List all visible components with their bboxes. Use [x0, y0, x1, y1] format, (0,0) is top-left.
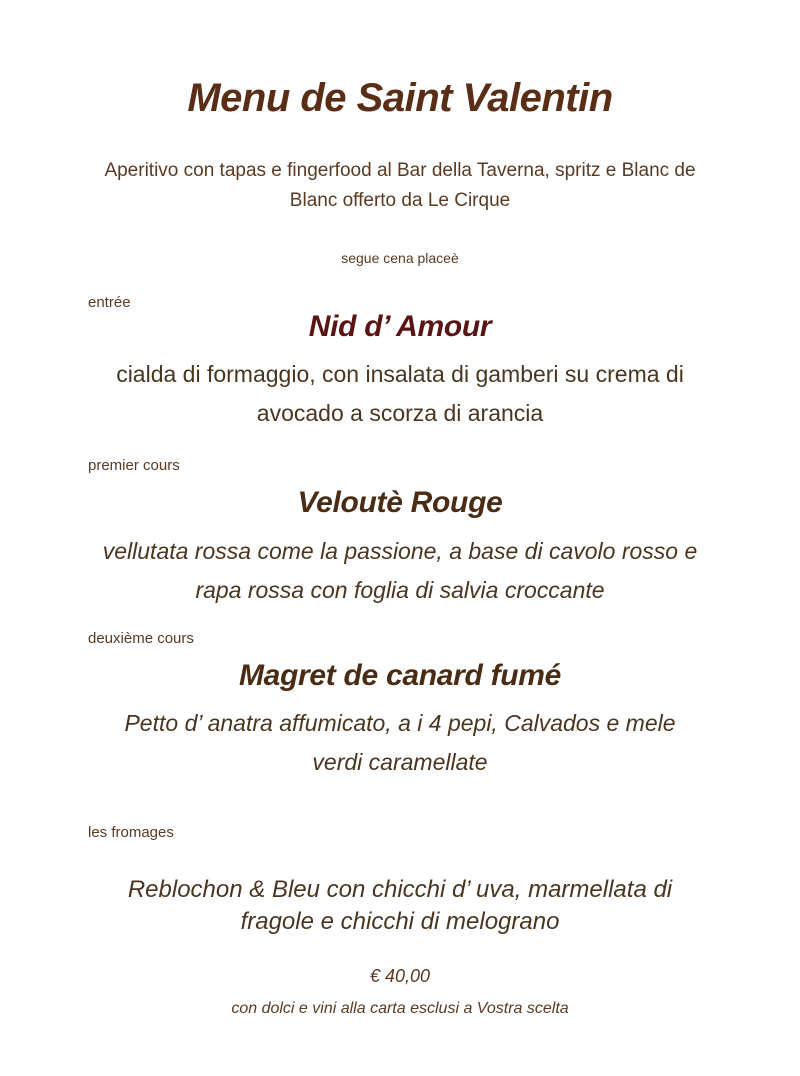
dish-title-deuxieme: Magret de canard fumé	[238, 659, 562, 692]
course-label-premier: premier cours	[88, 457, 180, 474]
dish-description-deuxieme	[0, 704, 800, 782]
description-line: Petto d’ anatra affumicato, a i 4 pepi, Calvados e mele	[124, 710, 676, 736]
description-line: fragole e chicchi di melograno	[240, 908, 560, 935]
intro-text	[0, 156, 800, 216]
course-label-entree: entrée	[88, 294, 131, 311]
dish-description-fromages	[0, 874, 800, 938]
dish-description-entree	[0, 355, 800, 433]
dish-title-premier: Veloutè Rouge	[297, 486, 503, 519]
description-line: vellutata rossa come la passione, a base di cavolo rosso e	[102, 538, 698, 564]
price-footnote: con dolci e vini alla carta esclusi a Vostra scelta	[231, 1000, 569, 1017]
description-line: avocado a scorza di arancia	[256, 400, 544, 426]
description-line: Reblochon & Bleu con chicchi d’ uva, marmellata di	[127, 876, 673, 903]
menu-price: € 40,00	[369, 966, 431, 986]
description-line: verdi caramellate	[312, 749, 488, 775]
intro-line: Blanc offerto da Le Cirque	[289, 190, 511, 211]
dish-description-premier	[0, 532, 800, 610]
dish-title-entree: Nid d’ Amour	[308, 310, 492, 343]
menu-title: Menu de Saint Valentin	[187, 76, 613, 120]
service-note: segue cena placeè	[341, 250, 459, 266]
description-line: cialda di formaggio, con insalata di gamberi su crema di	[116, 361, 684, 387]
intro-line: Aperitivo con tapas e fingerfood al Bar della Taverna, spritz e Blanc de	[104, 160, 696, 181]
course-label-fromages: les fromages	[88, 824, 174, 841]
course-label-deuxieme: deuxième cours	[88, 630, 194, 647]
description-line: rapa rossa con foglia di salvia croccante	[195, 577, 605, 603]
